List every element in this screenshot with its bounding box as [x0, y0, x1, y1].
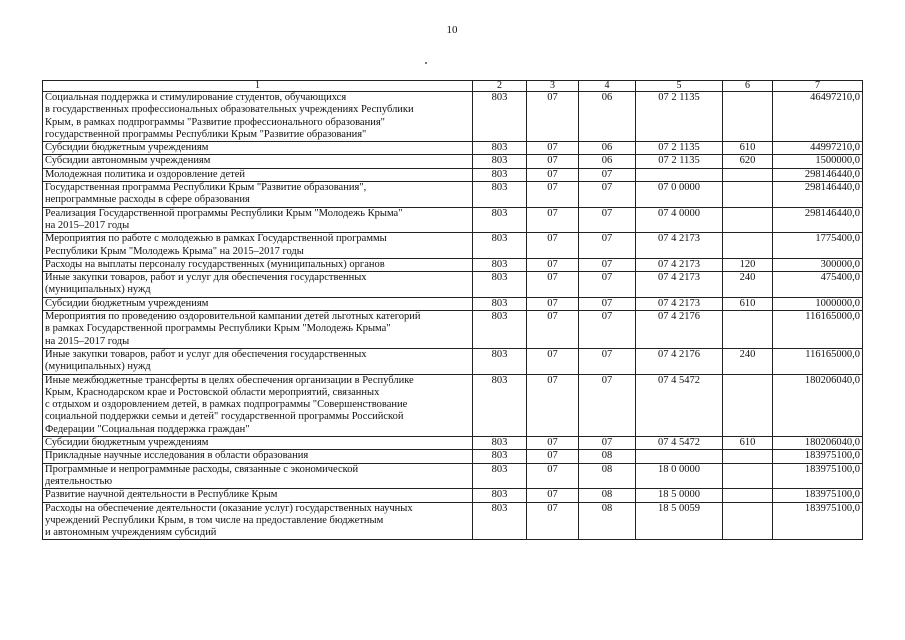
row-name-line: Развитие научной деятельности в Республике Крым [45, 489, 278, 501]
table-row [43, 374, 863, 436]
expense-type-cell [723, 168, 773, 181]
header-cell: 2 [473, 81, 527, 92]
subsection-code-cell: 07 [579, 168, 636, 181]
amount-cell: 298146440,0 [773, 168, 863, 181]
table-row [43, 207, 863, 233]
table-row [43, 92, 863, 142]
amount-cell: 1500000,0 [773, 155, 863, 168]
row-name-line: Расходы на обеспечение деятельности (оказание услуг) государственных научных [45, 502, 413, 514]
row-name-cell [43, 272, 473, 298]
row-name-cell [43, 92, 473, 142]
row-name-line: Государственная программа Республики Крым "Развитие образования", [45, 182, 367, 194]
section-code-cell: 07 [527, 489, 579, 502]
expense-type-cell [723, 374, 773, 436]
ministry-code-cell: 803 [473, 502, 527, 540]
target-article-cell: 07 4 0000 [636, 207, 723, 233]
ministry-code-cell: 803 [473, 258, 527, 271]
row-name-line: Субсидии бюджетным учреждениям [45, 297, 209, 309]
ministry-code-cell: 803 [473, 155, 527, 168]
target-article-cell: 07 4 5472 [636, 374, 723, 436]
row-name-line: в государственных профессиональных образовательных учреждениях Республики [45, 104, 414, 116]
subsection-code-cell: 07 [579, 233, 636, 259]
ministry-code-cell: 803 [473, 437, 527, 450]
expense-type-cell: 240 [723, 348, 773, 374]
row-name-line: и автономным учреждениям субсидий [45, 527, 217, 539]
target-article-cell: 07 2 1135 [636, 142, 723, 155]
expense-type-cell [723, 182, 773, 208]
amount-cell: 1000000,0 [773, 297, 863, 310]
row-name-line: социальной поддержки семьи и детей" государственной программы Российской [45, 411, 404, 423]
row-name-cell [43, 142, 473, 155]
table-row [43, 233, 863, 259]
amount-cell: 300000,0 [773, 258, 863, 271]
row-name-line: Крым, в рамках подпрограммы "Развитие профессионального образования" [45, 116, 385, 128]
target-article-cell: 07 2 1135 [636, 155, 723, 168]
table-row [43, 272, 863, 298]
expense-type-cell: 610 [723, 437, 773, 450]
row-name-line: Социальная поддержка и стимулирование студентов, обучающихся [45, 92, 347, 103]
row-name-line: Прикладные научные исследования в области образования [45, 450, 309, 462]
row-name-line: Федерации "Социальная поддержка граждан" [45, 423, 250, 435]
row-name-line: учреждений Республики Крым, в том числе на предоставление бюджетным [45, 514, 384, 526]
row-name-line: Республики Крым "Молодежь Крыма" на 2015–2017 годы [45, 245, 304, 257]
ministry-code-cell: 803 [473, 348, 527, 374]
section-code-cell: 07 [527, 258, 579, 271]
target-article-cell: 07 4 2173 [636, 272, 723, 298]
amount-cell: 183975100,0 [773, 450, 863, 463]
row-name-line: в рамках Государственной программы Республики Крым "Молодежь Крыма" [45, 323, 391, 335]
row-name-cell [43, 233, 473, 259]
expense-type-cell [723, 92, 773, 142]
row-name-cell [43, 437, 473, 450]
row-name-line: на 2015–2017 годы [45, 219, 130, 231]
ministry-code-cell: 803 [473, 207, 527, 233]
page-number: 10 [446, 24, 458, 36]
row-name-line: Иные закупки товаров, работ и услуг для обеспечения государственных [45, 348, 367, 360]
row-name-line: Мероприятия по работе с молодежью в рамках Государственной программы [45, 233, 387, 245]
section-code-cell: 07 [527, 437, 579, 450]
header-cell: 4 [579, 81, 636, 92]
section-code-cell: 07 [527, 348, 579, 374]
amount-cell: 116165000,0 [773, 311, 863, 349]
row-name-cell [43, 463, 473, 489]
ministry-code-cell: 803 [473, 489, 527, 502]
amount-cell: 180206040,0 [773, 374, 863, 436]
target-article-cell [636, 450, 723, 463]
table-row [43, 489, 863, 502]
ministry-code-cell: 803 [473, 142, 527, 155]
header-cell: 6 [723, 81, 773, 92]
table-row [43, 502, 863, 540]
section-code-cell: 07 [527, 297, 579, 310]
subsection-code-cell: 07 [579, 348, 636, 374]
subsection-code-cell: 06 [579, 142, 636, 155]
target-article-cell: 07 4 2176 [636, 348, 723, 374]
amount-cell: 298146440,0 [773, 207, 863, 233]
subsection-code-cell: 07 [579, 207, 636, 233]
row-name-cell [43, 258, 473, 271]
subsection-code-cell: 07 [579, 374, 636, 436]
row-name-cell [43, 450, 473, 463]
table-row [43, 142, 863, 155]
target-article-cell: 18 5 0000 [636, 489, 723, 502]
subsection-code-cell: 08 [579, 463, 636, 489]
row-name-line: (муниципальных) нужд [45, 361, 151, 373]
scan-dot [425, 62, 427, 64]
row-name-line: на 2015–2017 годы [45, 335, 130, 347]
subsection-code-cell: 07 [579, 311, 636, 349]
row-name-line: Реализация Государственной программы Республики Крым "Молодежь Крыма" [45, 207, 403, 219]
table-row [43, 450, 863, 463]
ministry-code-cell: 803 [473, 272, 527, 298]
row-name-line: Иные межбюджетные трансферты в целях обеспечения организации в Республике [45, 374, 414, 386]
amount-cell: 44997210,0 [773, 142, 863, 155]
subsection-code-cell: 06 [579, 92, 636, 142]
section-code-cell: 07 [527, 182, 579, 208]
table-row [43, 463, 863, 489]
section-code-cell: 07 [527, 463, 579, 489]
section-code-cell: 07 [527, 374, 579, 436]
table-body [43, 92, 863, 540]
section-code-cell: 07 [527, 233, 579, 259]
subsection-code-cell: 08 [579, 450, 636, 463]
amount-cell: 1775400,0 [773, 233, 863, 259]
subsection-code-cell: 06 [579, 155, 636, 168]
target-article-cell: 07 4 5472 [636, 437, 723, 450]
section-code-cell: 07 [527, 450, 579, 463]
row-name-line: деятельностью [45, 475, 113, 487]
row-name-line: с отдыхом и оздоровлением детей, в рамках подпрограммы "Совершенствование [45, 399, 408, 411]
subsection-code-cell: 07 [579, 297, 636, 310]
header-cell: 5 [636, 81, 723, 92]
section-code-cell: 07 [527, 168, 579, 181]
row-name-cell [43, 348, 473, 374]
target-article-cell: 07 4 2173 [636, 258, 723, 271]
row-name-line: Иные закупки товаров, работ и услуг для обеспечения государственных [45, 272, 367, 284]
table-row [43, 437, 863, 450]
header-cell: 3 [527, 81, 579, 92]
ministry-code-cell: 803 [473, 297, 527, 310]
subsection-code-cell: 07 [579, 437, 636, 450]
amount-cell: 183975100,0 [773, 463, 863, 489]
table-row [43, 168, 863, 181]
amount-cell: 298146440,0 [773, 182, 863, 208]
row-name-cell [43, 155, 473, 168]
ministry-code-cell: 803 [473, 463, 527, 489]
amount-cell: 475400,0 [773, 272, 863, 298]
row-name-line: непрограммные расходы в сфере образования [45, 194, 250, 206]
row-name-cell [43, 311, 473, 349]
amount-cell: 46497210,0 [773, 92, 863, 142]
expense-type-cell [723, 311, 773, 349]
section-code-cell: 07 [527, 502, 579, 540]
ministry-code-cell: 803 [473, 233, 527, 259]
expense-type-cell [723, 489, 773, 502]
row-name-line: Программные и непрограммные расходы, связанные с экономической [45, 463, 359, 475]
expense-type-cell [723, 502, 773, 540]
header-row [43, 81, 863, 92]
row-name-line: Субсидии бюджетным учреждениям [45, 142, 209, 154]
subsection-code-cell: 07 [579, 272, 636, 298]
row-name-cell [43, 168, 473, 181]
target-article-cell: 07 4 2173 [636, 233, 723, 259]
row-name-line: государственной программы Республики Крым "Развитие образования" [45, 128, 367, 140]
expense-type-cell: 610 [723, 297, 773, 310]
row-name-line: Субсидии автономным учреждениям [45, 155, 211, 167]
table-row [43, 258, 863, 271]
subsection-code-cell: 08 [579, 489, 636, 502]
amount-cell: 180206040,0 [773, 437, 863, 450]
row-name-line: (муниципальных) нужд [45, 284, 151, 296]
ministry-code-cell: 803 [473, 450, 527, 463]
subsection-code-cell: 07 [579, 258, 636, 271]
target-article-cell [636, 168, 723, 181]
row-name-line: Крым, Краснодарском крае и Ростовской области мероприятий, связанных [45, 386, 380, 398]
section-code-cell: 07 [527, 272, 579, 298]
subsection-code-cell: 08 [579, 502, 636, 540]
target-article-cell: 18 0 0000 [636, 463, 723, 489]
target-article-cell: 07 2 1135 [636, 92, 723, 142]
ministry-code-cell: 803 [473, 168, 527, 181]
section-code-cell: 07 [527, 142, 579, 155]
expense-type-cell [723, 450, 773, 463]
expense-type-cell: 620 [723, 155, 773, 168]
row-name-cell [43, 182, 473, 208]
subsection-code-cell: 07 [579, 182, 636, 208]
row-name-line: Субсидии бюджетным учреждениям [45, 437, 209, 449]
ministry-code-cell: 803 [473, 311, 527, 349]
row-name-cell [43, 207, 473, 233]
expense-type-cell: 120 [723, 258, 773, 271]
row-name-line: Расходы на выплаты персоналу государственных (муниципальных) органов [45, 258, 385, 270]
header-cell: 1 [43, 81, 473, 92]
header-cell: 7 [773, 81, 863, 92]
target-article-cell: 07 4 2176 [636, 311, 723, 349]
table-row [43, 348, 863, 374]
table-row [43, 155, 863, 168]
target-article-cell: 18 5 0059 [636, 502, 723, 540]
table-row [43, 182, 863, 208]
ministry-code-cell: 803 [473, 374, 527, 436]
section-code-cell: 07 [527, 92, 579, 142]
expense-type-cell [723, 233, 773, 259]
expense-type-cell [723, 207, 773, 233]
ministry-code-cell: 803 [473, 92, 527, 142]
row-name-cell [43, 374, 473, 436]
row-name-cell [43, 489, 473, 502]
row-name-cell [43, 502, 473, 540]
section-code-cell: 07 [527, 207, 579, 233]
expense-type-cell: 610 [723, 142, 773, 155]
table-row [43, 311, 863, 349]
target-article-cell: 07 4 2173 [636, 297, 723, 310]
section-code-cell: 07 [527, 155, 579, 168]
amount-cell: 183975100,0 [773, 502, 863, 540]
table-row [43, 297, 863, 310]
target-article-cell: 07 0 0000 [636, 182, 723, 208]
row-name-line: Мероприятия по проведению оздоровительной кампании детей льготных категорий [45, 311, 421, 323]
section-code-cell: 07 [527, 311, 579, 349]
amount-cell: 116165000,0 [773, 348, 863, 374]
row-name-cell [43, 297, 473, 310]
ministry-code-cell: 803 [473, 182, 527, 208]
row-name-line: Молодежная политика и оздоровление детей [45, 168, 246, 180]
expense-type-cell [723, 463, 773, 489]
amount-cell: 183975100,0 [773, 489, 863, 502]
budget-table [42, 80, 863, 540]
expense-type-cell: 240 [723, 272, 773, 298]
